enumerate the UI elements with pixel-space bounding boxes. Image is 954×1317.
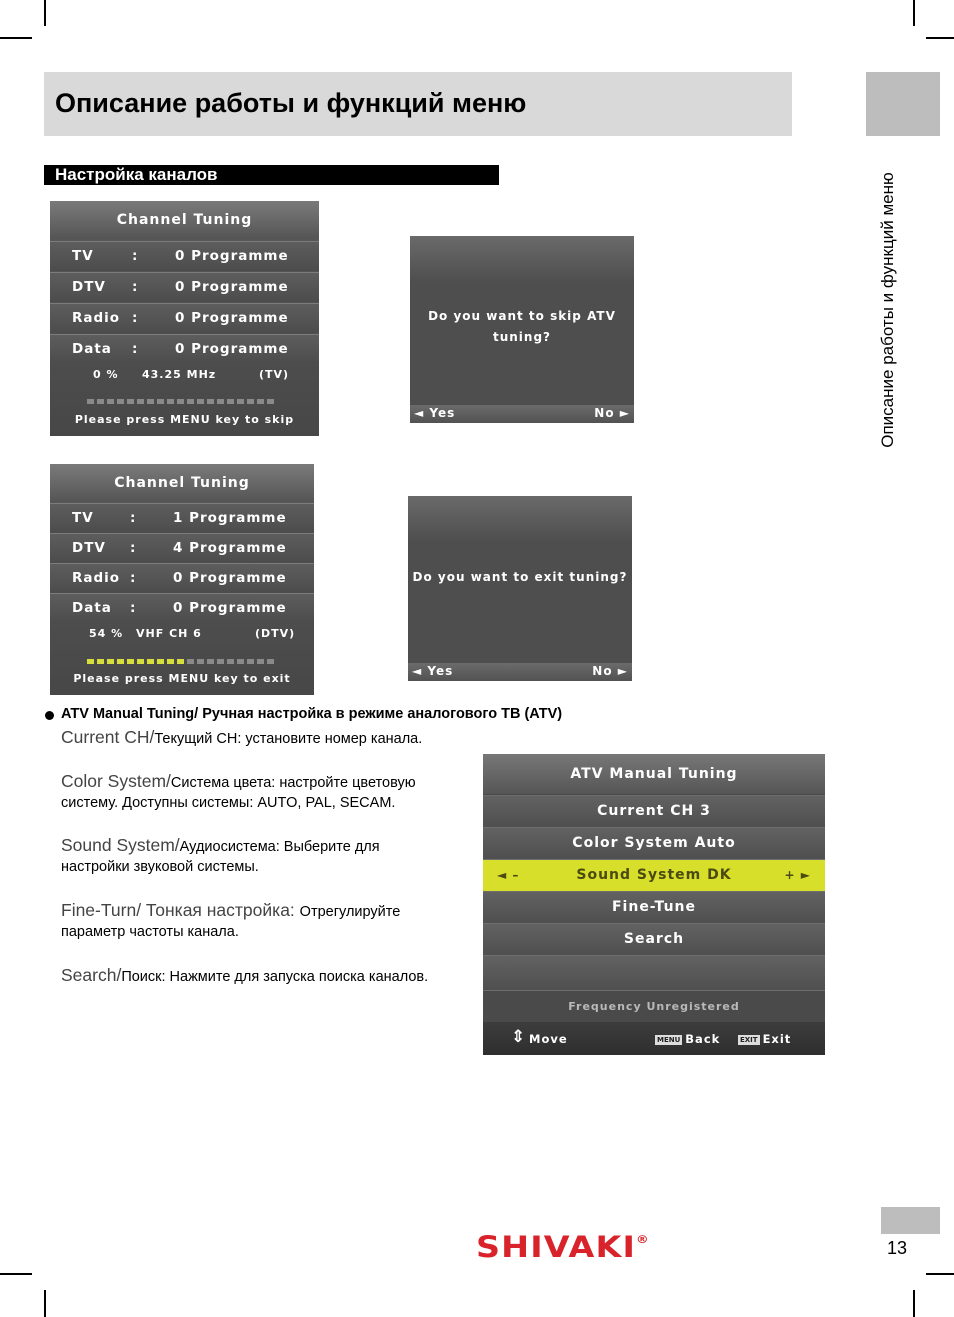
page-number-tab	[881, 1207, 940, 1234]
section-title: Настройка каналов	[55, 165, 218, 184]
desc-text: Поиск: Нажмите для запуска поиска каналов.	[121, 969, 429, 985]
no-button[interactable]: No ►	[594, 406, 630, 420]
screen-note: Please press MENU key to exit	[73, 672, 291, 685]
scan-progress-bar	[87, 389, 277, 395]
crop-mark	[44, 0, 46, 26]
list-item	[50, 563, 314, 593]
progress-segment	[157, 399, 164, 404]
progress-segment	[217, 659, 224, 664]
row-value: 4 Programme	[173, 540, 287, 556]
row-label: DTV	[72, 279, 106, 295]
desc-term: Current CH/	[61, 727, 155, 747]
row-value: 0 Programme	[175, 310, 289, 326]
menu-empty-row	[483, 955, 825, 990]
progress-segment	[207, 659, 214, 664]
progress-segment	[237, 659, 244, 664]
progress-segment	[147, 399, 154, 404]
screen-note: Please press MENU key to skip	[74, 413, 295, 426]
row-label: DTV	[72, 540, 106, 556]
dialog-question: Do you want to skip ATV	[428, 309, 616, 323]
atv-heading: ATV Manual Tuning/ Ручная настройка в режиме аналогового ТВ (ATV)	[61, 706, 563, 722]
progress-segment	[267, 399, 274, 404]
desc-search	[61, 965, 481, 987]
page-title: Описание работы и функций меню	[55, 88, 527, 118]
row-label: Data	[72, 600, 112, 616]
desc-term: Sound System/	[61, 835, 180, 855]
no-button[interactable]: No ►	[592, 664, 628, 678]
progress-segment	[107, 659, 114, 664]
skip-atv-dialog	[410, 236, 634, 423]
row-sep: :	[130, 540, 137, 556]
progress-segment	[137, 399, 144, 404]
scan-frequency: 43.25 MHz	[142, 368, 217, 381]
menu-title: ATV Manual Tuning	[483, 754, 825, 794]
progress-segment	[117, 399, 124, 404]
row-sep: :	[130, 600, 137, 616]
desc-fine-tune	[61, 900, 461, 942]
progress-segment	[237, 399, 244, 404]
yes-button[interactable]: ◄ Yes	[414, 406, 456, 420]
progress-segment	[177, 659, 184, 664]
decrease-arrow-icon[interactable]: ◄ –	[497, 868, 520, 882]
list-item	[50, 593, 314, 623]
row-value: 1 Programme	[173, 510, 287, 526]
desc-term: Fine-Turn/ Тонкая настройка:	[61, 900, 300, 920]
progress-segment	[127, 399, 134, 404]
move-label: Move	[529, 1032, 568, 1046]
list-item	[50, 334, 319, 364]
progress-segment	[97, 659, 104, 664]
progress-segment	[87, 399, 94, 404]
crop-mark	[913, 1290, 915, 1317]
progress-segment	[137, 659, 144, 664]
desc-term: Search/	[61, 965, 122, 985]
row-label: TV	[72, 248, 94, 264]
bullet-icon	[45, 711, 54, 720]
desc-text: Система цвета: настройте цветовую систему. Доступны системы: AUTO, PAL, SECAM.	[61, 775, 416, 811]
shivaki-logo	[476, 1230, 650, 1264]
progress-segment	[87, 659, 94, 664]
dialog-question: Do you want to exit tuning?	[412, 570, 628, 584]
scan-mode: (DTV)	[255, 627, 296, 640]
dialog-question-line2: tuning?	[492, 330, 552, 344]
scan-frequency: VHF CH 6	[136, 627, 202, 640]
desc-color-system	[61, 771, 466, 813]
menu-item-current-ch[interactable]: Current CH 3	[483, 795, 825, 827]
crop-mark	[913, 0, 915, 26]
row-sep: :	[130, 570, 137, 586]
atv-manual-tuning-menu	[483, 754, 825, 1055]
exit-label: Exit	[762, 1032, 792, 1046]
desc-term: Color System/	[61, 771, 171, 791]
progress-segment	[187, 399, 194, 404]
row-label: Radio	[72, 310, 121, 326]
list-item	[50, 303, 319, 333]
progress-segment	[257, 659, 264, 664]
row-value: 0 Programme	[173, 600, 287, 616]
row-value: 0 Programme	[173, 570, 287, 586]
screen-title: Channel Tuning	[50, 201, 319, 239]
progress-segment	[127, 659, 134, 664]
menu-item-fine-tune[interactable]: Fine-Tune	[483, 891, 825, 923]
list-item	[50, 533, 314, 563]
progress-segment	[247, 399, 254, 404]
screen-title: Channel Tuning	[50, 464, 314, 502]
desc-sound-system	[61, 835, 441, 877]
list-item	[50, 503, 314, 533]
increase-arrow-icon[interactable]: + ►	[784, 868, 811, 882]
desc-current-ch	[61, 727, 481, 749]
progress-segment	[207, 399, 214, 404]
desc-text: Отрегулируйте параметр частоты канала.	[61, 904, 401, 940]
progress-segment	[267, 659, 274, 664]
menu-item-sound-system[interactable]	[483, 859, 825, 891]
dialog-footer	[408, 663, 632, 681]
progress-segment	[227, 399, 234, 404]
scan-progress-bar	[87, 649, 277, 655]
row-sep: :	[130, 510, 137, 526]
desc-text: Аудиосистема: Выберите для настройки звуковой системы.	[61, 839, 380, 875]
progress-segment	[197, 399, 204, 404]
progress-segment	[187, 659, 194, 664]
row-value: 0 Programme	[175, 248, 289, 264]
yes-button[interactable]: ◄ Yes	[412, 664, 454, 678]
menu-key-icon: MENU	[657, 1036, 681, 1044]
menu-nav-bar	[483, 1022, 825, 1055]
progress-segment	[147, 659, 154, 664]
side-chapter-label: Описание работы и функций меню	[878, 172, 897, 448]
frequency-status: Frequency Unregistered	[483, 990, 825, 1023]
scan-percent: 0 %	[93, 368, 119, 381]
row-value: 0 Programme	[175, 279, 289, 295]
desc-text: Текущий CH: установите номер канала.	[154, 731, 423, 747]
list-item	[50, 272, 319, 302]
back-label: Back	[685, 1032, 721, 1046]
crop-mark	[0, 1273, 32, 1275]
chapter-tab	[866, 72, 940, 136]
menu-item-color-system[interactable]: Color System Auto	[483, 827, 825, 859]
page-number: 13	[887, 1238, 908, 1258]
progress-segment	[257, 399, 264, 404]
crop-mark	[926, 37, 954, 39]
exit-key-icon: EXIT	[740, 1036, 758, 1044]
channel-tuning-screen-1	[50, 201, 319, 436]
row-sep: :	[132, 310, 139, 326]
dialog-footer	[410, 405, 634, 423]
menu-item-label: Sound System DK	[576, 867, 732, 883]
page-header	[44, 72, 792, 136]
list-item	[50, 241, 319, 271]
row-label: Radio	[72, 570, 121, 586]
row-sep: :	[132, 341, 139, 357]
progress-segment	[217, 399, 224, 404]
scan-mode: (TV)	[259, 368, 290, 381]
progress-segment	[167, 659, 174, 664]
scan-percent: 54 %	[89, 627, 124, 640]
channel-tuning-screen-2	[50, 464, 314, 695]
back-key[interactable]	[655, 1032, 720, 1046]
row-label: TV	[72, 510, 94, 526]
section-header	[44, 165, 499, 185]
menu-item-search[interactable]: Search	[483, 923, 825, 955]
logo-text: SHIVAKI	[476, 1230, 637, 1264]
progress-segment	[177, 399, 184, 404]
progress-segment	[227, 659, 234, 664]
progress-segment	[97, 399, 104, 404]
crop-mark	[44, 1290, 46, 1317]
registered-mark: ®	[636, 1233, 650, 1246]
row-value: 0 Programme	[175, 341, 289, 357]
progress-segment	[197, 659, 204, 664]
exit-tuning-dialog	[408, 496, 632, 681]
row-sep: :	[132, 279, 139, 295]
crop-mark	[0, 37, 32, 39]
row-sep: :	[132, 248, 139, 264]
exit-key[interactable]	[738, 1032, 791, 1046]
progress-segment	[247, 659, 254, 664]
move-arrows-icon: ⇕	[511, 1027, 527, 1047]
progress-segment	[117, 659, 124, 664]
row-label: Data	[72, 341, 112, 357]
crop-mark	[926, 1273, 954, 1275]
progress-segment	[167, 399, 174, 404]
progress-segment	[107, 399, 114, 404]
progress-segment	[157, 659, 164, 664]
